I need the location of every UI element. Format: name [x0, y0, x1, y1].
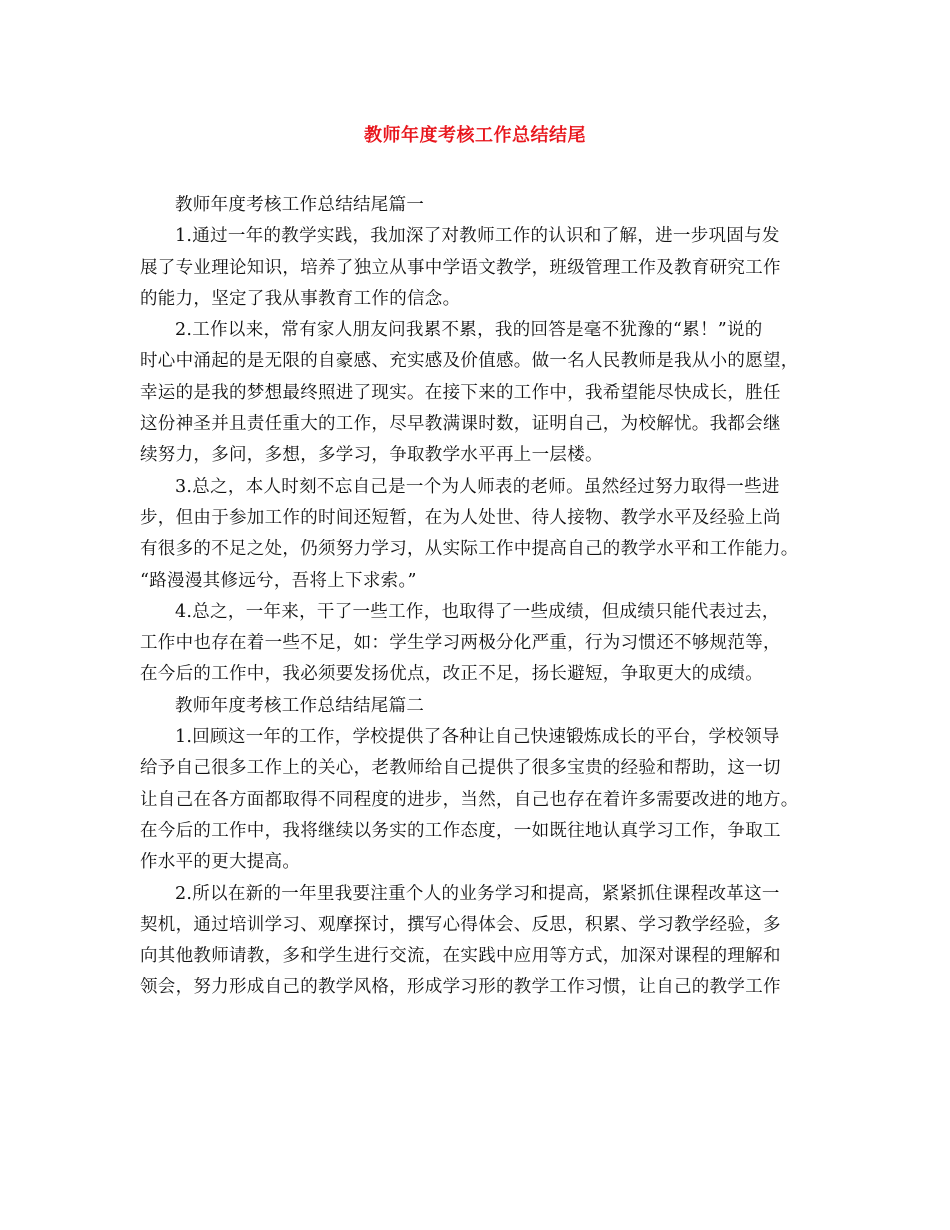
paragraph-2-1: 1.回顾这一年的工作，学校提供了各种让自己快速锻炼成长的平台，学校领导 给予自己很多工作上的关心，老教师给自己提供了很多宝贵的经验和帮助，这一切 让自己在各方面都取得不同程度的进步，当然，自己也存在着许多需要改进的地方。 在今后的工作中，我将继续以务实的工作态度，一如既往地认真学习工作，争取工 作水平的更大提高。 [140, 727, 799, 873]
paragraph-1-1: 1.通过一年的教学实践，我加深了对教师工作的认识和了解，进一步巩固与发 展了专业理论知识，培养了独立从事中学语文教学，班级管理工作及教育研究工作 的能力，坚定了我从事教育工作的信念。 [140, 226, 781, 309]
paragraph-1-4: 4.总之，一年来，干了一些工作，也取得了一些成绩，但成绩只能代表过去， 工作中也存在着一些不足，如：学生学习两极分化严重，行为习惯还不够规范等， 在今后的工作中，我必须要发扬优点，改正不足，扬长避短，争取更大的成绩。 [140, 601, 781, 685]
section-heading-1: 教师年度考核工作总结结尾篇一 [175, 195, 425, 215]
section-heading-2: 教师年度考核工作总结结尾篇二 [175, 695, 425, 716]
document-title: 教师年度考核工作总结结尾 [364, 125, 586, 146]
paragraph-2-2: 2.所以在新的一年里我要注重个人的业务学习和提高，紧紧抓住课程改革这一 契机，通过培训学习、观摩探讨，撰写心得体会、反思，积累、学习教学经验，多 向其他教师请教，多和学生进行交流，在实践中应用等方式，加深对课程的理解和 领会，努力形成自己的教学风格，形成学习形的教学工作习惯，让自己的教学工作 [140, 883, 781, 998]
paragraph-1-2: 2.工作以来，常有家人朋友问我累不累，我的回答是毫不犹豫的“累！”说的 时心中涌起的是无限的自豪感、充实感及价值感。做一名人民教师是我从小的愿望， 幸运的是我的梦想最终照进了现实。在接下来的工作中，我希望能尽快成长，胜任 这份神圣并且责任重大的工作，尽早教满课时数，证明自己，为校解忧。我都会继 续努力，多问，多想，多学习，争取教学水平再上一层楼。 [140, 320, 799, 466]
document-body [140, 190, 820, 1004]
paragraph-1-3: 3.总之，本人时刻不忘自己是一个为人师表的老师。虽然经过努力取得一些进 步，但由于参加工作的时间还短暂，在为人处世、待人接物、教学水平及经验上尚 有很多的不足之处，仍须努力学习，从实际工作中提高自己的教学水平和工作能力。 “路漫漫其修远兮，吾将上下求索。” [140, 476, 799, 591]
